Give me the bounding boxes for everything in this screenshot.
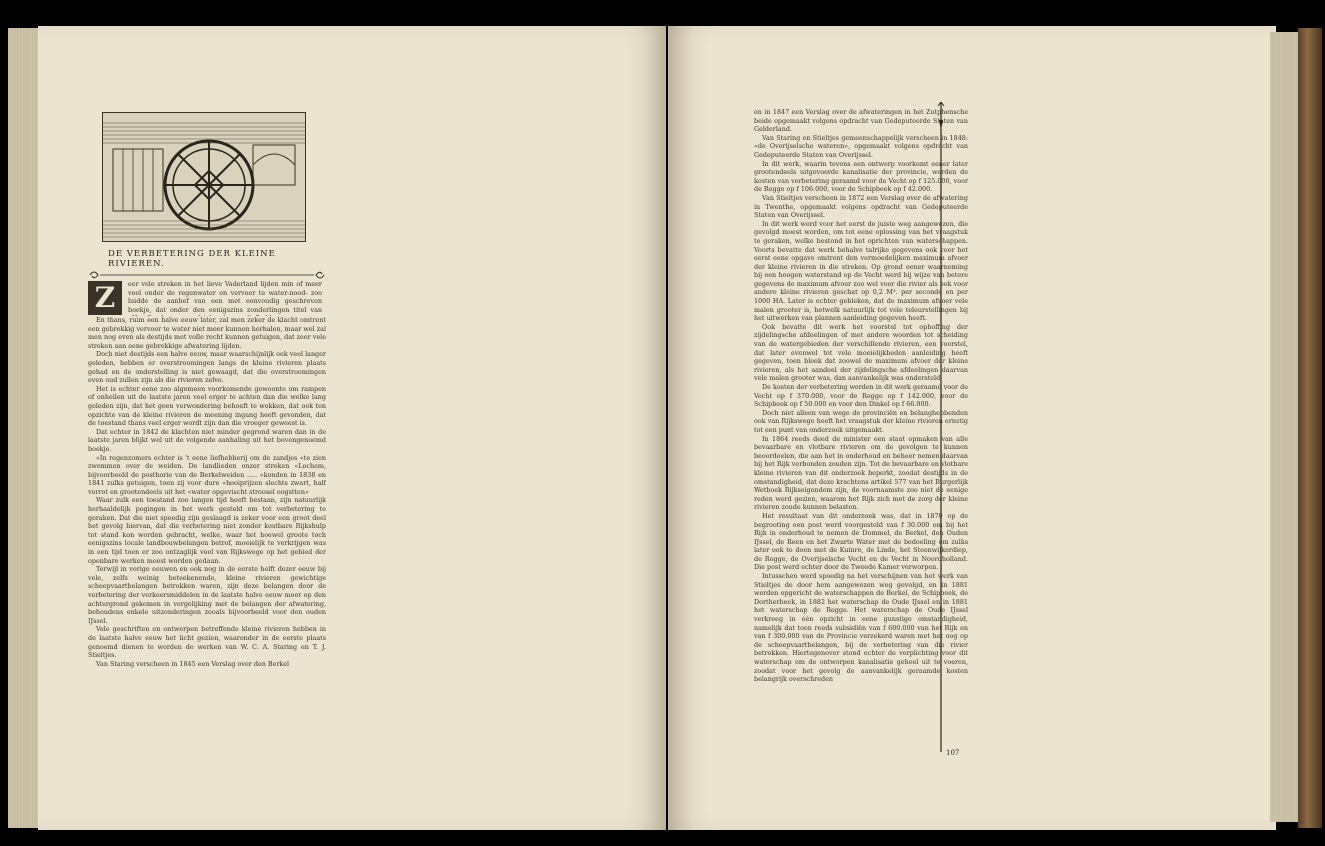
right-paragraph: Van Stieltjes verscheen in 1872 een Verslag over de afwatering in Twenthe, opgemaakt volgens opdracht van Gedeputeerde Staten van Overijssel. xyxy=(754,193,968,220)
right-paragraph: Doch niet alleen van wege de provinciën en belanghebbenden ook van Rijkswege heeft het vraagstuk der kleine rivieren ernstig tot een punt van onderzoek uitgemaakt. xyxy=(754,408,968,434)
open-book xyxy=(8,8,1320,840)
left-paragraph: Doch niet destijds een halve eeuw, maar waarschijnlijk ook veel langer geleden, hebben er overstroomingen langs de kleine rivieren plaats gehad en de onderstelling is niet gewaagd, dat die overstroomingen even oud zullen zijn als die rivieren zelve. xyxy=(88,350,326,385)
left-paragraph: Het is echter eene zoo algemeen voorkomende gewoonte om rampen of onheilen uit de laatste jaren veel erger te achten dan die welke lang geleden zijn, dat het geen verwondering behoeft te wekken, dat ook ten opzichte van de kleine rivieren de meening ingang heeft gevonden, dat de toestand thans veel erger wordt zijn dan die vroeger geweest is. xyxy=(88,384,326,428)
drop-capital: Z xyxy=(88,281,122,315)
page-number: 107 xyxy=(946,749,960,757)
right-paragraph: De kosten der verbetering werden in dit werk geraamd voor de Vecht op f 370.000, voor de Regge op f 142.000, voor de Schipbeek op f 50.000 en voor den Dinkel op f 66.000. xyxy=(754,383,968,409)
water-wheel-engraving xyxy=(103,113,305,241)
right-paragraph: Intusschen werd spoedig na het verschijnen van het werk van Stieltjes de door hem aangewezen weg gevolgd, en in 1881 werden opgericht de waterschappen de Berkel, de Schipbeek, de Dortherbeek, in 1882 het waterschap de Oude IJssel en in 1881 het waterschap de Regge. Het waterschap de Oude IJssel verkreeg in één opzicht in eene gunstige omstandigheid, namelijk dat toen reeds subsidiën van f 600.000 van het Rijk en van f 300.000 van de Provincie verzekerd waren met het oog op de scheepvaartbelangen, bij de verbetering van die rivier betrokken. Hiertegenover stond echter de verplichting voor dit waterschap om de ontworpen kanalisatie geheel uit te voeren, zoodat voor het gevolg de aanvankelijk geraamde kosten belangrijk overschreden xyxy=(754,572,968,684)
right-paragraph: Van Staring en Stieltjes gemeenschappelijk verscheen in 1848: «de Overijselsche wateren», opgemaakt volgens opdracht van Gedeputeerde Staten van Overijssel. xyxy=(754,133,968,159)
book-cover-edge xyxy=(1298,28,1322,828)
chapter-title: DE VERBETERING DER KLEINE RIVIEREN. xyxy=(108,249,276,269)
right-paragraph: In dit werk werd voor het eerst de juiste weg aangewezen, die gevolgd moest worden, om tot eene oplossing van het vraagstuk te geraken, welke bestond in het oprichten van waterschappen. Voorts bevatte dat werk behalve talrijke gegevens ook voor het eerst eene opgave omtrent den vermoedelijken maximum afvoer der kleine rivieren in die streken. Op grond eener waarneming bij een hoogen waterstand op de Vecht werd bij wijze van betere gegevens de maximum afvoer zoo wel voor die rivier als ook voor andere kleine rivieren geschat op 0,2 M³. per seconde en per 1000 HA. Later is echter gebleken, dat de maximum afvoer vele malen grooter is, hetwelk natuurlijk tot vele teleurstellingen bij het uitwerken van plannen aanleiding gegeven heeft. xyxy=(754,219,968,323)
left-paragraph: Waar zulk een toestand zoo langen tijd heeft bestaan, zijn natuurlijk herhaaldelijk pogingen in het werk gesteld om tot verbetering te geraken. Dat die niet spoedig zijn geslaagd is zeker voor een groot deel het gevolg hiervan, dat die verbetering niet zonder kostbare Rijkshulp tot stand kon worden gebracht, welke, waar het hoewel groote toch eenigszins locale landbouwbelangen betrof, moeielijk te verkrijgen was in een tijd toen er zoo ontzaglijk veel van Rijkswege op het gebied der openbare werken moest worden gedaan. xyxy=(88,496,326,565)
right-page xyxy=(668,26,1276,830)
engraving-illustration xyxy=(102,112,306,242)
right-paragraph: In 1864 reeds deed de minister een staat opmaken van alle bevaarbare en vlotbare rivieren om de gevolgen te kunnen beoordeelen, die aan het in onderhoud en beheer nemen daarvan bij het Rijk verbonden zouden zijn. Tot de bevaarbare en vlotbare kleine rivieren van dit onderzoek beperkt, zoodat destijds in de omstandigheid, dat deze krachtens artikel 577 van het Burgerlijk Wetboek Rijkseigendom zijn, de voornaamste zoo niet de eenige reden werd gezien, waarom het Rijk zich met de zorg der kleine rivieren zoude kunnen belasten. xyxy=(754,434,968,512)
right-paragraph: Ook bevatte dit werk het voorstel tot ophoffing der zijdelingsche afdeelingen of met andere woorden tot scheiding van de watergebieden der verschillende rivieren, een voorstel, dat later evenwel tot vele moeielijkheden aanleiding heeft gegeven, toen bleek dat zoowel de maximum afvoer der kleine rivieren, als het aandeel der zijdelingsche afdeelingen daarvan vele malen grooter was, dan aanvankelijk was ondersteld. xyxy=(754,322,968,383)
right-column-text xyxy=(754,108,968,748)
intro-text: eer vele streken in het lieve Vaderland lijden min of meer veel onder de regenwater en vervoer te water-nood- zoo luidde de aanhef van een met eenvoudig geschreven boekje, dat onder den eenigszins zonderlingen titel van xyxy=(128,280,322,314)
right-paragraph: In dit werk, waarin tevens een ontwerp voorkomt eener later grootendeels uitgevoerde kanalisatie der provincie, werden de kosten van verbetering geraamd voor de Vecht op f 125.000, voor de Regge op f 106.000, voor de Schipbeek op f 42.000. xyxy=(754,159,968,194)
intro-paragraph xyxy=(128,280,322,316)
left-paragraph: Van Staring verscheen in 1845 een Verslag over den Berkel xyxy=(96,659,290,668)
left-column-text xyxy=(88,316,326,740)
left-paragraph: «In regenzomers echter is 't eene liefhebberij om de zandjes «te zien zwemmen over de weiden. De landlieden onzer streken «Lochem, bijvoorbeeld de posthorie van de Berkelweiden ..... «konden in 1838 en 1841 zulks getuigen, toen zij voor dure «hooiprijzen slechts zwart, half verrot en grootendeels uit het «water opgevischt stroosel oogstten» xyxy=(88,453,326,496)
right-paragraph: Het resultaat van dit onderzoek was, dat in 1870 op de begrooting een post werd voorgesteld van f 30.000 om bij het Rijk in onderhoud te nemen de Dommel, de Berkel, den Ouden IJssel, de Reen en het Zwarte Water met de bedoeling om zulks later ook te doen met de Kuinre, de Linde, het Steenwijkerdiep, de Regge, de Overijselsche Vecht en de Vecht in Noordholland. Die post werd echter door de Tweede Kamer verworpen. xyxy=(754,511,968,572)
left-paragraph: Vele geschriften en ontwerpen betreffende kleine rivieren hebben in de laatste halve eeuw het licht gezien, waaronder in de eerste plaats genoemd dienen te worden de werken van W. C. A. Staring en T. J. Stieltjes. xyxy=(88,625,326,660)
left-page xyxy=(38,26,666,830)
right-paragraph: en in 1847 een Verslag over de afwateringen in het Zutphensche beide opgemaakt volgens opdracht van Gedeputeerde Staten van Gelderland. xyxy=(754,108,968,134)
left-paragraph: Terwijl in vorige eeuwen en ook nog in de eerste helft dezer eeuw bij vele, zelfs weinig beteekenende, kleine rivieren gewichtige scheepvaartbelangen betrokken waren, zijn deze belangen door de verbetering der verkeersmiddelen in de laatste halve eeuw meer op den achtergrond gekomen in vergelijking met de belangen der afwatering, behoudens enkele uitzonderingen zooals bijvoorbeeld voor den ouden IJssel. xyxy=(88,565,326,625)
left-paragraph: Dat echter in 1842 de klachten niet minder gegrond waren dan in de laatste jaren blijkt wel uit de volgende aanhaling uit het bovengenoemd boekje. xyxy=(88,427,326,453)
left-paragraph: En thans, ruim een halve eeuw later, zal men zeker de klacht omtrent een gebrekkig vervoer te water niet meer kunnen herhalen, maar wel zal men nog even als destijds met volle recht kunnen getuigen, dat zeer vele streken aan eene gebrekkige afwatering lijden. xyxy=(88,316,326,350)
